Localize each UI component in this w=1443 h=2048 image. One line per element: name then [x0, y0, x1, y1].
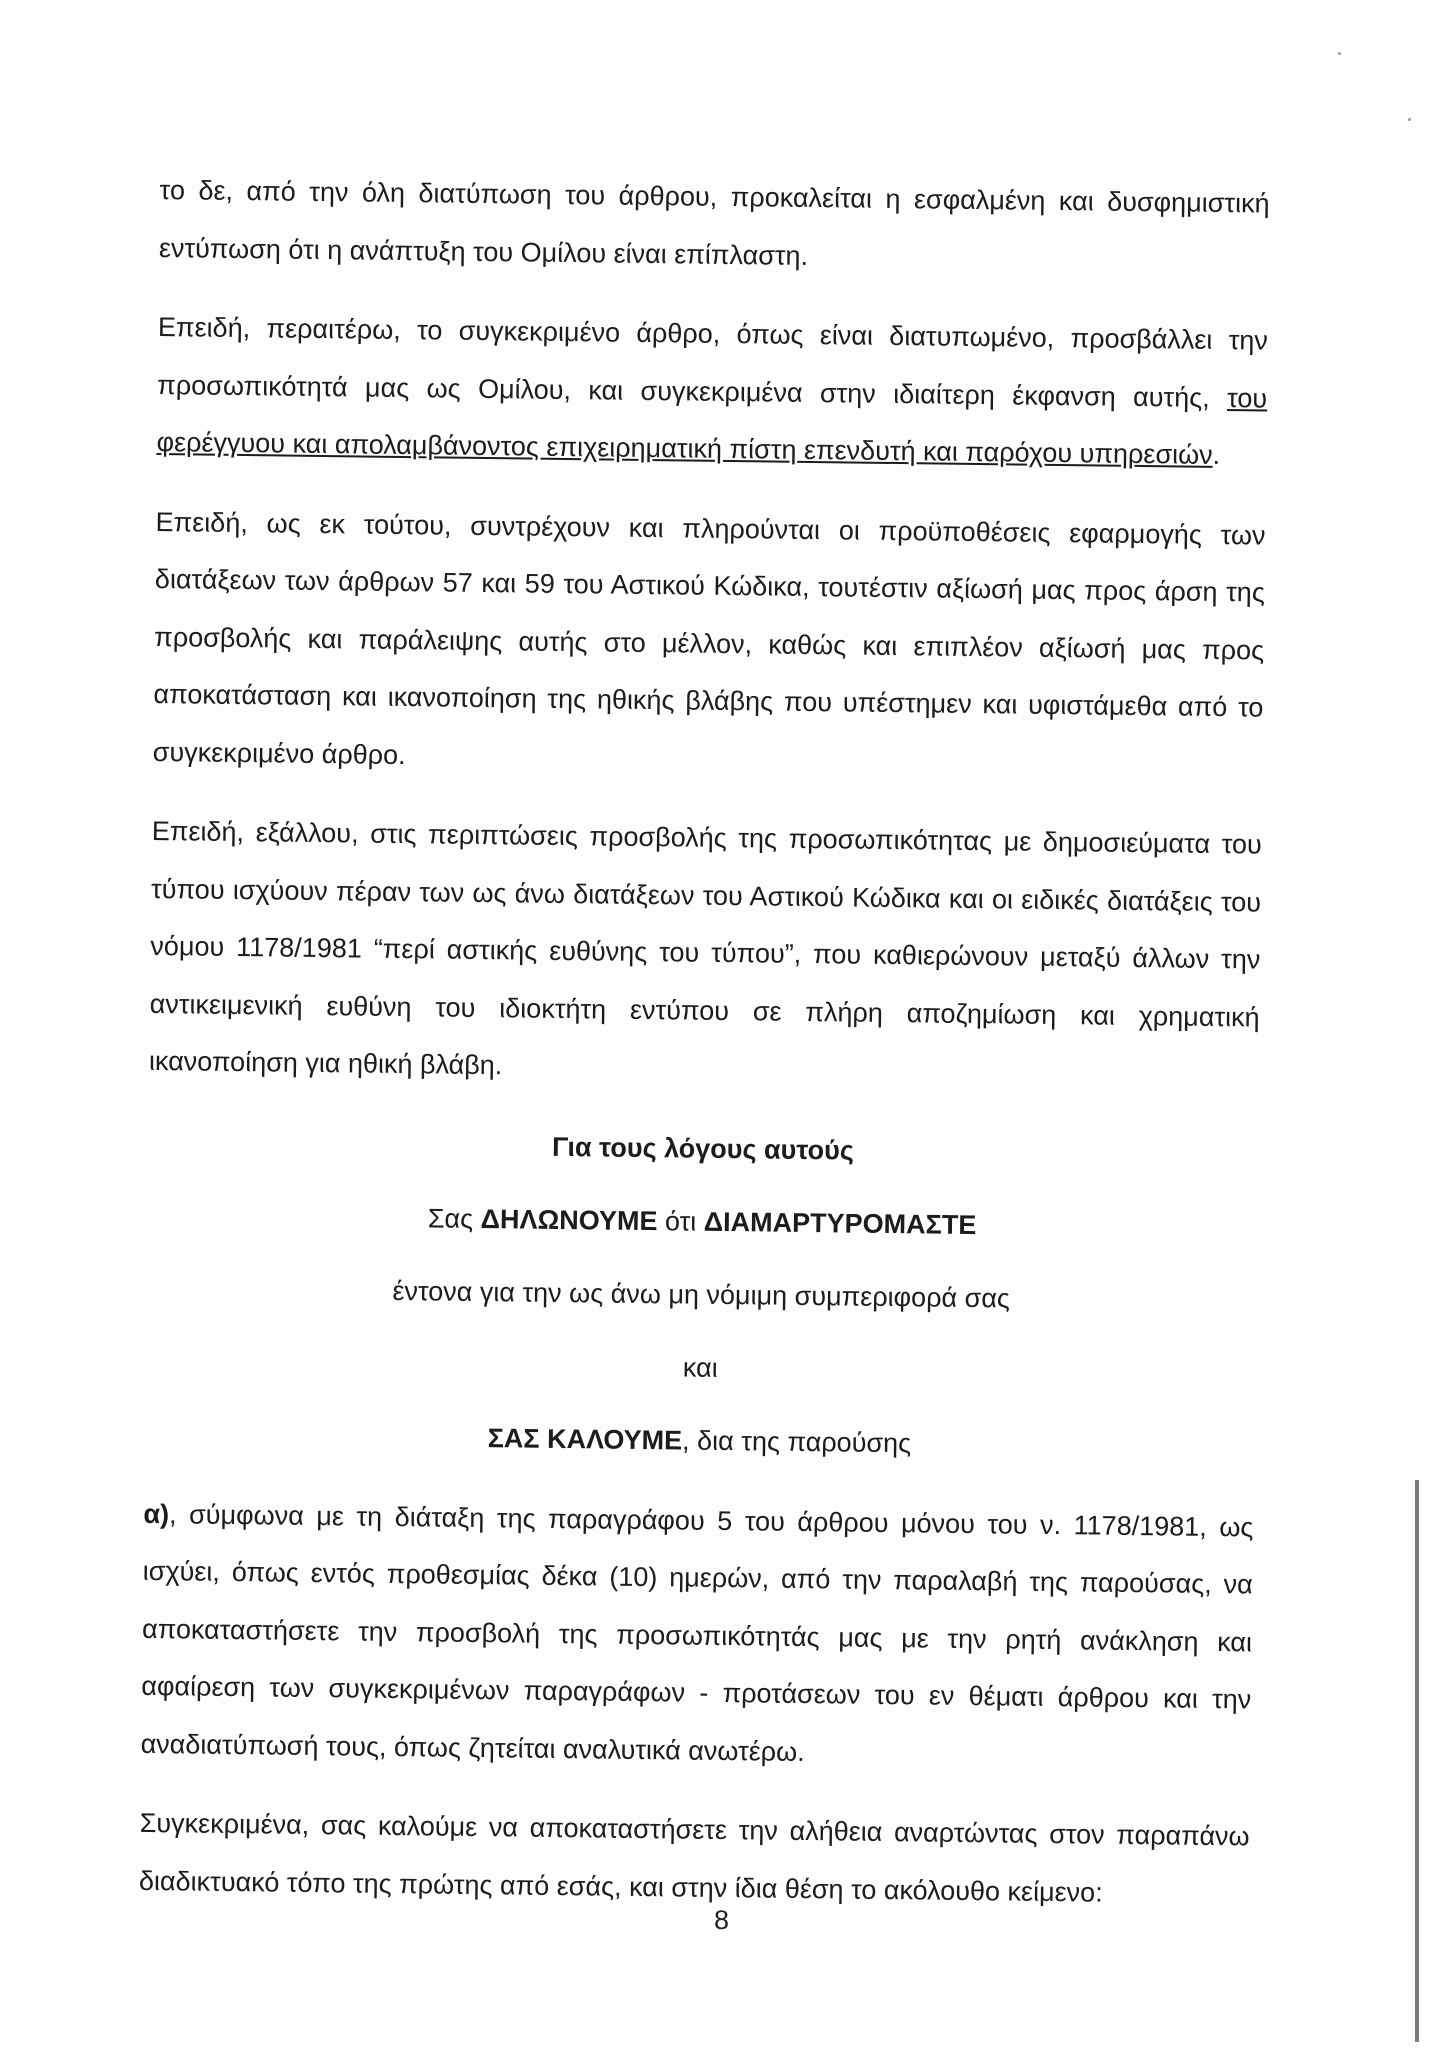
- paragraph-1: το δε, από την όλη διατύπωση του άρθρου, προκαλείται η εσφαλμένη και δυσφημιστική εντύπωση ότι η ανάπτυξη του Ομίλου είναι επίπλαστη.: [158, 174, 1270, 271]
- scan-speck: [1408, 118, 1411, 121]
- declaration-line: [147, 1185, 1258, 1258]
- page-number: 8: [713, 1905, 730, 1935]
- declaration-bold-declare: ΔΗΛΩΝΟΥΜΕ: [480, 1203, 658, 1236]
- intense-line: έντονα για την ως άνω μη νόμιμη συμπεριφορά σας: [392, 1275, 1011, 1313]
- paragraph-2: [156, 299, 1268, 485]
- scan-speck: [1338, 52, 1341, 55]
- document-body: [138, 162, 1270, 1945]
- paragraph-4: Επειδή, εξάλλου, στις περιπτώσεις προσβολής της προσωπικότητας με δημοσιεύματα του τύπου ισχύουν πέραν των ως άνω διατάξεων του Αστικού Κώδικα και οι ειδικές διατάξεις του νόμου 1178/1981 “περί αστικής ευθύνης του τύπου”, που καθιερώνουν μεταξύ άλλων την αντικειμενική ευθύνη του ιδιοκτήτη εντύπου σε πλήρη αποζημίωση και χρηματική ικανοποίηση για ηθική βλάβη.: [148, 815, 1262, 1081]
- paragraph-2-underlined-text: του φερέγγυου και απολαμβάνοντος επιχειρηματική πίστη επενδυτή και παρόχου υπηρεσιών: [156, 382, 1268, 470]
- item-a: [140, 1485, 1253, 1786]
- item-a-text: , σύμφωνα με τη διάταξη της παραγράφου 5 του άρθρου μόνου του ν. 1178/1981, ως ισχύει, όπως εντός προθεσμίας δέκα (10) ημερών, από την παραλαβή της παρούσας, να αποκαταστήσετε την προσβολή της προσωπικότητάς μας με την ρητή ανάκληση και αφαίρεση των συγκεκριμένων παραγράφων - προτάσεων του εν θέματι άρθρου και την αναδιατύπωσή τους, όπως ζητείται αναλυτικά ανωτέρω.: [140, 1498, 1254, 1767]
- item-a-label: α): [143, 1498, 170, 1529]
- paragraph-3: Επειδή, ως εκ τούτου, συντρέχουν και πληρούνται οι προϋποθέσεις εφαρμογής των διατάξεων των άρθρων 57 και 59 του Αστικού Κώδικα, τουτέστιν αξίωσή μας προς άρση της προσβολής και παράλειψης αυτής στο μέλλον, καθώς και επιπλέον αξίωσή μας προς αποκατάσταση και ικανοποίηση της ηθικής βλάβης που υπέστημεν και υφιστάμεθα από το συγκεκριμένο άρθρο.: [152, 506, 1266, 770]
- declaration-bold-protest: ΔΙΑΜΑΡΤΥΡΟΜΑΣΤΕ: [703, 1206, 977, 1240]
- paragraph-2-text: Επειδή, περαιτέρω, το συγκεκριμένο άρθρο, όπως είναι διατυπωμένο, προσβάλλει την προσωπικότητά μας ως Ομίλου, και συγκεκριμένα στην ιδιαίτερη έκφανση αυτής,: [157, 311, 1269, 413]
- section-heading: Για τους λόγους αυτούς: [551, 1131, 855, 1166]
- paragraph-2-tail: .: [1212, 439, 1221, 470]
- scan-edge-line: [1415, 1480, 1419, 2042]
- declaration-pre: Σας: [427, 1202, 481, 1234]
- call-line: [144, 1404, 1255, 1477]
- closing-paragraph: Συγκεκριμένα, σας καλούμε να αποκαταστήσετε την αλήθεια αναρτώντας στον παραπάνω διαδικτυακό τόπο της πρώτης από εσάς, και στην ίδια θέση το ακόλουθο κείμενο:: [138, 1807, 1250, 1908]
- call-bold: ΣΑΣ ΚΑΛΟΥΜΕ: [487, 1422, 683, 1455]
- and-line: και: [682, 1351, 718, 1383]
- call-rest: , δια της παρούσης: [681, 1424, 912, 1458]
- declaration-mid: ότι: [657, 1205, 704, 1237]
